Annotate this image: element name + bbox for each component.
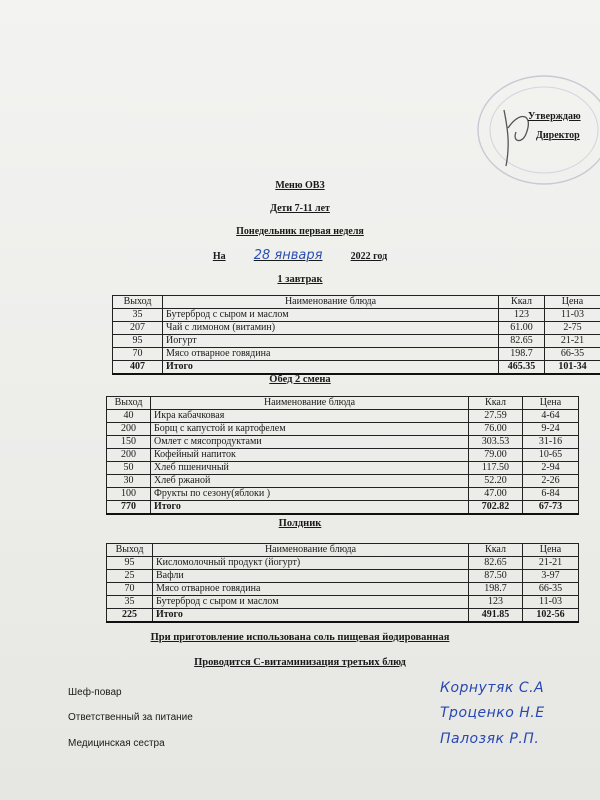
total-row — [107, 609, 579, 623]
table-cell: Фрукты по сезону(яблоки ) — [151, 488, 469, 501]
table-cell: 70 — [113, 348, 163, 361]
table-cell: 6-84 — [523, 488, 579, 501]
date-prefix: На — [212, 251, 226, 262]
table-cell: Вафли — [153, 570, 469, 583]
table-cell: 66-35 — [523, 583, 579, 596]
table-cell: 117.50 — [469, 462, 523, 475]
snack-header-row — [107, 544, 579, 557]
table-cell: Хлеб ржаной — [151, 475, 469, 488]
table-cell: 3-97 — [523, 570, 579, 583]
sig-label-responsible: Ответственный за питание — [68, 712, 193, 723]
total-cell: 770 — [107, 501, 151, 515]
table-cell: 200 — [107, 449, 151, 462]
approve-label: Утверждаю — [528, 111, 581, 122]
table-cell: 2-26 — [523, 475, 579, 488]
table-cell: 2-75 — [545, 322, 600, 335]
table-cell: 47.00 — [469, 488, 523, 501]
table-cell: 95 — [107, 557, 153, 570]
table-cell: 35 — [113, 309, 163, 322]
table-row — [113, 348, 600, 361]
table-cell: 21-21 — [523, 557, 579, 570]
table-cell: 87.50 — [469, 570, 523, 583]
table-cell: Омлет с мясопродуктами — [151, 436, 469, 449]
director-label: Директор — [536, 130, 580, 141]
date-handwritten: 28 января — [253, 248, 323, 263]
table-row — [107, 475, 579, 488]
total-cell: 67-73 — [523, 501, 579, 515]
breakfast-title: 1 завтрак — [277, 274, 323, 285]
sig-label-chef: Шеф-повар — [68, 687, 122, 698]
lunch-table — [106, 396, 579, 515]
table-row — [113, 309, 600, 322]
table-cell: 21-21 — [545, 335, 600, 348]
column-header: Выход — [113, 296, 163, 309]
table-cell: 35 — [107, 596, 153, 609]
total-row — [113, 361, 600, 375]
table-cell: 150 — [107, 436, 151, 449]
table-cell: 76.00 — [469, 423, 523, 436]
breakfast-table — [112, 295, 600, 375]
column-header: Ккал — [469, 544, 523, 557]
table-cell: Борщ с капустой и картофелем — [151, 423, 469, 436]
menu-title: Меню ОВЗ — [275, 180, 325, 191]
table-cell: Чай с лимоном (витамин) — [163, 322, 499, 335]
column-header: Цена — [545, 296, 600, 309]
day-week: Понедельник первая неделя — [236, 226, 364, 237]
sig-name-responsible: Троценко Н.Е — [440, 705, 545, 721]
table-cell: 31-16 — [523, 436, 579, 449]
sig-name-chef: Корнутяк С.А — [440, 680, 545, 696]
table-row — [107, 449, 579, 462]
salt-note: При приготовление использована соль пищевая йодированная — [150, 632, 450, 643]
age-group: Дети 7-11 лет — [270, 203, 330, 214]
total-row — [107, 501, 579, 515]
table-cell: 82.65 — [499, 335, 545, 348]
table-cell: 70 — [107, 583, 153, 596]
total-cell: Итого — [163, 361, 499, 375]
column-header: Ккал — [469, 397, 523, 410]
total-cell: 465.35 — [499, 361, 545, 375]
table-cell: 2-94 — [523, 462, 579, 475]
table-cell: 25 — [107, 570, 153, 583]
table-cell: 198.7 — [499, 348, 545, 361]
table-cell: 4-64 — [523, 410, 579, 423]
table-cell: 27.59 — [469, 410, 523, 423]
date-suffix: 2022 год — [350, 251, 388, 262]
table-cell: 200 — [107, 423, 151, 436]
table-cell: Кисломолочный продукт (йогурт) — [153, 557, 469, 570]
table-cell: 198.7 — [469, 583, 523, 596]
column-header: Цена — [523, 544, 579, 557]
total-cell: 102-56 — [523, 609, 579, 623]
table-cell: Йогурт — [163, 335, 499, 348]
vitamin-note: Проводится С-витаминизация третьих блюд — [194, 657, 406, 668]
table-cell: 52.20 — [469, 475, 523, 488]
table-cell: 66-35 — [545, 348, 600, 361]
table-cell: 11-03 — [545, 309, 600, 322]
lunch-title: Обед 2 смена — [269, 374, 331, 385]
sig-label-nurse: Медицинская сестра — [68, 738, 165, 749]
total-cell: 491.85 — [469, 609, 523, 623]
table-cell: Икра кабачковая — [151, 410, 469, 423]
table-row — [107, 436, 579, 449]
table-cell: Бутерброд с сыром и маслом — [163, 309, 499, 322]
table-cell: 40 — [107, 410, 151, 423]
total-cell: Итого — [151, 501, 469, 515]
column-header: Выход — [107, 544, 153, 557]
table-cell: Мясо отварное говядина — [153, 583, 469, 596]
table-cell: 61.00 — [499, 322, 545, 335]
total-cell: 225 — [107, 609, 153, 623]
column-header: Наименование блюда — [153, 544, 469, 557]
total-cell: 407 — [113, 361, 163, 375]
table-cell: 95 — [113, 335, 163, 348]
table-cell: 82.65 — [469, 557, 523, 570]
table-row — [107, 423, 579, 436]
table-row — [107, 410, 579, 423]
table-cell: 10-65 — [523, 449, 579, 462]
table-row — [107, 557, 579, 570]
sig-name-nurse: Палозяк Р.П. — [440, 731, 540, 747]
table-cell: Кофейный напиток — [151, 449, 469, 462]
table-cell: 100 — [107, 488, 151, 501]
table-cell: 303.53 — [469, 436, 523, 449]
column-header: Цена — [523, 397, 579, 410]
column-header: Ккал — [499, 296, 545, 309]
table-row — [113, 322, 600, 335]
table-row — [107, 570, 579, 583]
table-cell: Хлеб пшеничный — [151, 462, 469, 475]
table-row — [107, 462, 579, 475]
table-cell: 79.00 — [469, 449, 523, 462]
table-row — [107, 596, 579, 609]
total-cell: Итого — [153, 609, 469, 623]
table-cell: 50 — [107, 462, 151, 475]
column-header: Наименование блюда — [163, 296, 499, 309]
table-cell: 123 — [469, 596, 523, 609]
date-line — [0, 248, 600, 263]
table-row — [107, 488, 579, 501]
table-cell: 207 — [113, 322, 163, 335]
table-cell: 9-24 — [523, 423, 579, 436]
total-cell: 702.82 — [469, 501, 523, 515]
table-row — [107, 583, 579, 596]
breakfast-header-row — [113, 296, 600, 309]
column-header: Наименование блюда — [151, 397, 469, 410]
snack-table — [106, 543, 579, 623]
snack-title: Полдник — [278, 518, 322, 529]
total-cell: 101-34 — [545, 361, 600, 375]
column-header: Выход — [107, 397, 151, 410]
table-cell: Мясо отварное говядина — [163, 348, 499, 361]
table-cell: 123 — [499, 309, 545, 322]
lunch-header-row — [107, 397, 579, 410]
table-cell: 11-03 — [523, 596, 579, 609]
table-row — [113, 335, 600, 348]
table-cell: Бутерброд с сыром и маслом — [153, 596, 469, 609]
table-cell: 30 — [107, 475, 151, 488]
